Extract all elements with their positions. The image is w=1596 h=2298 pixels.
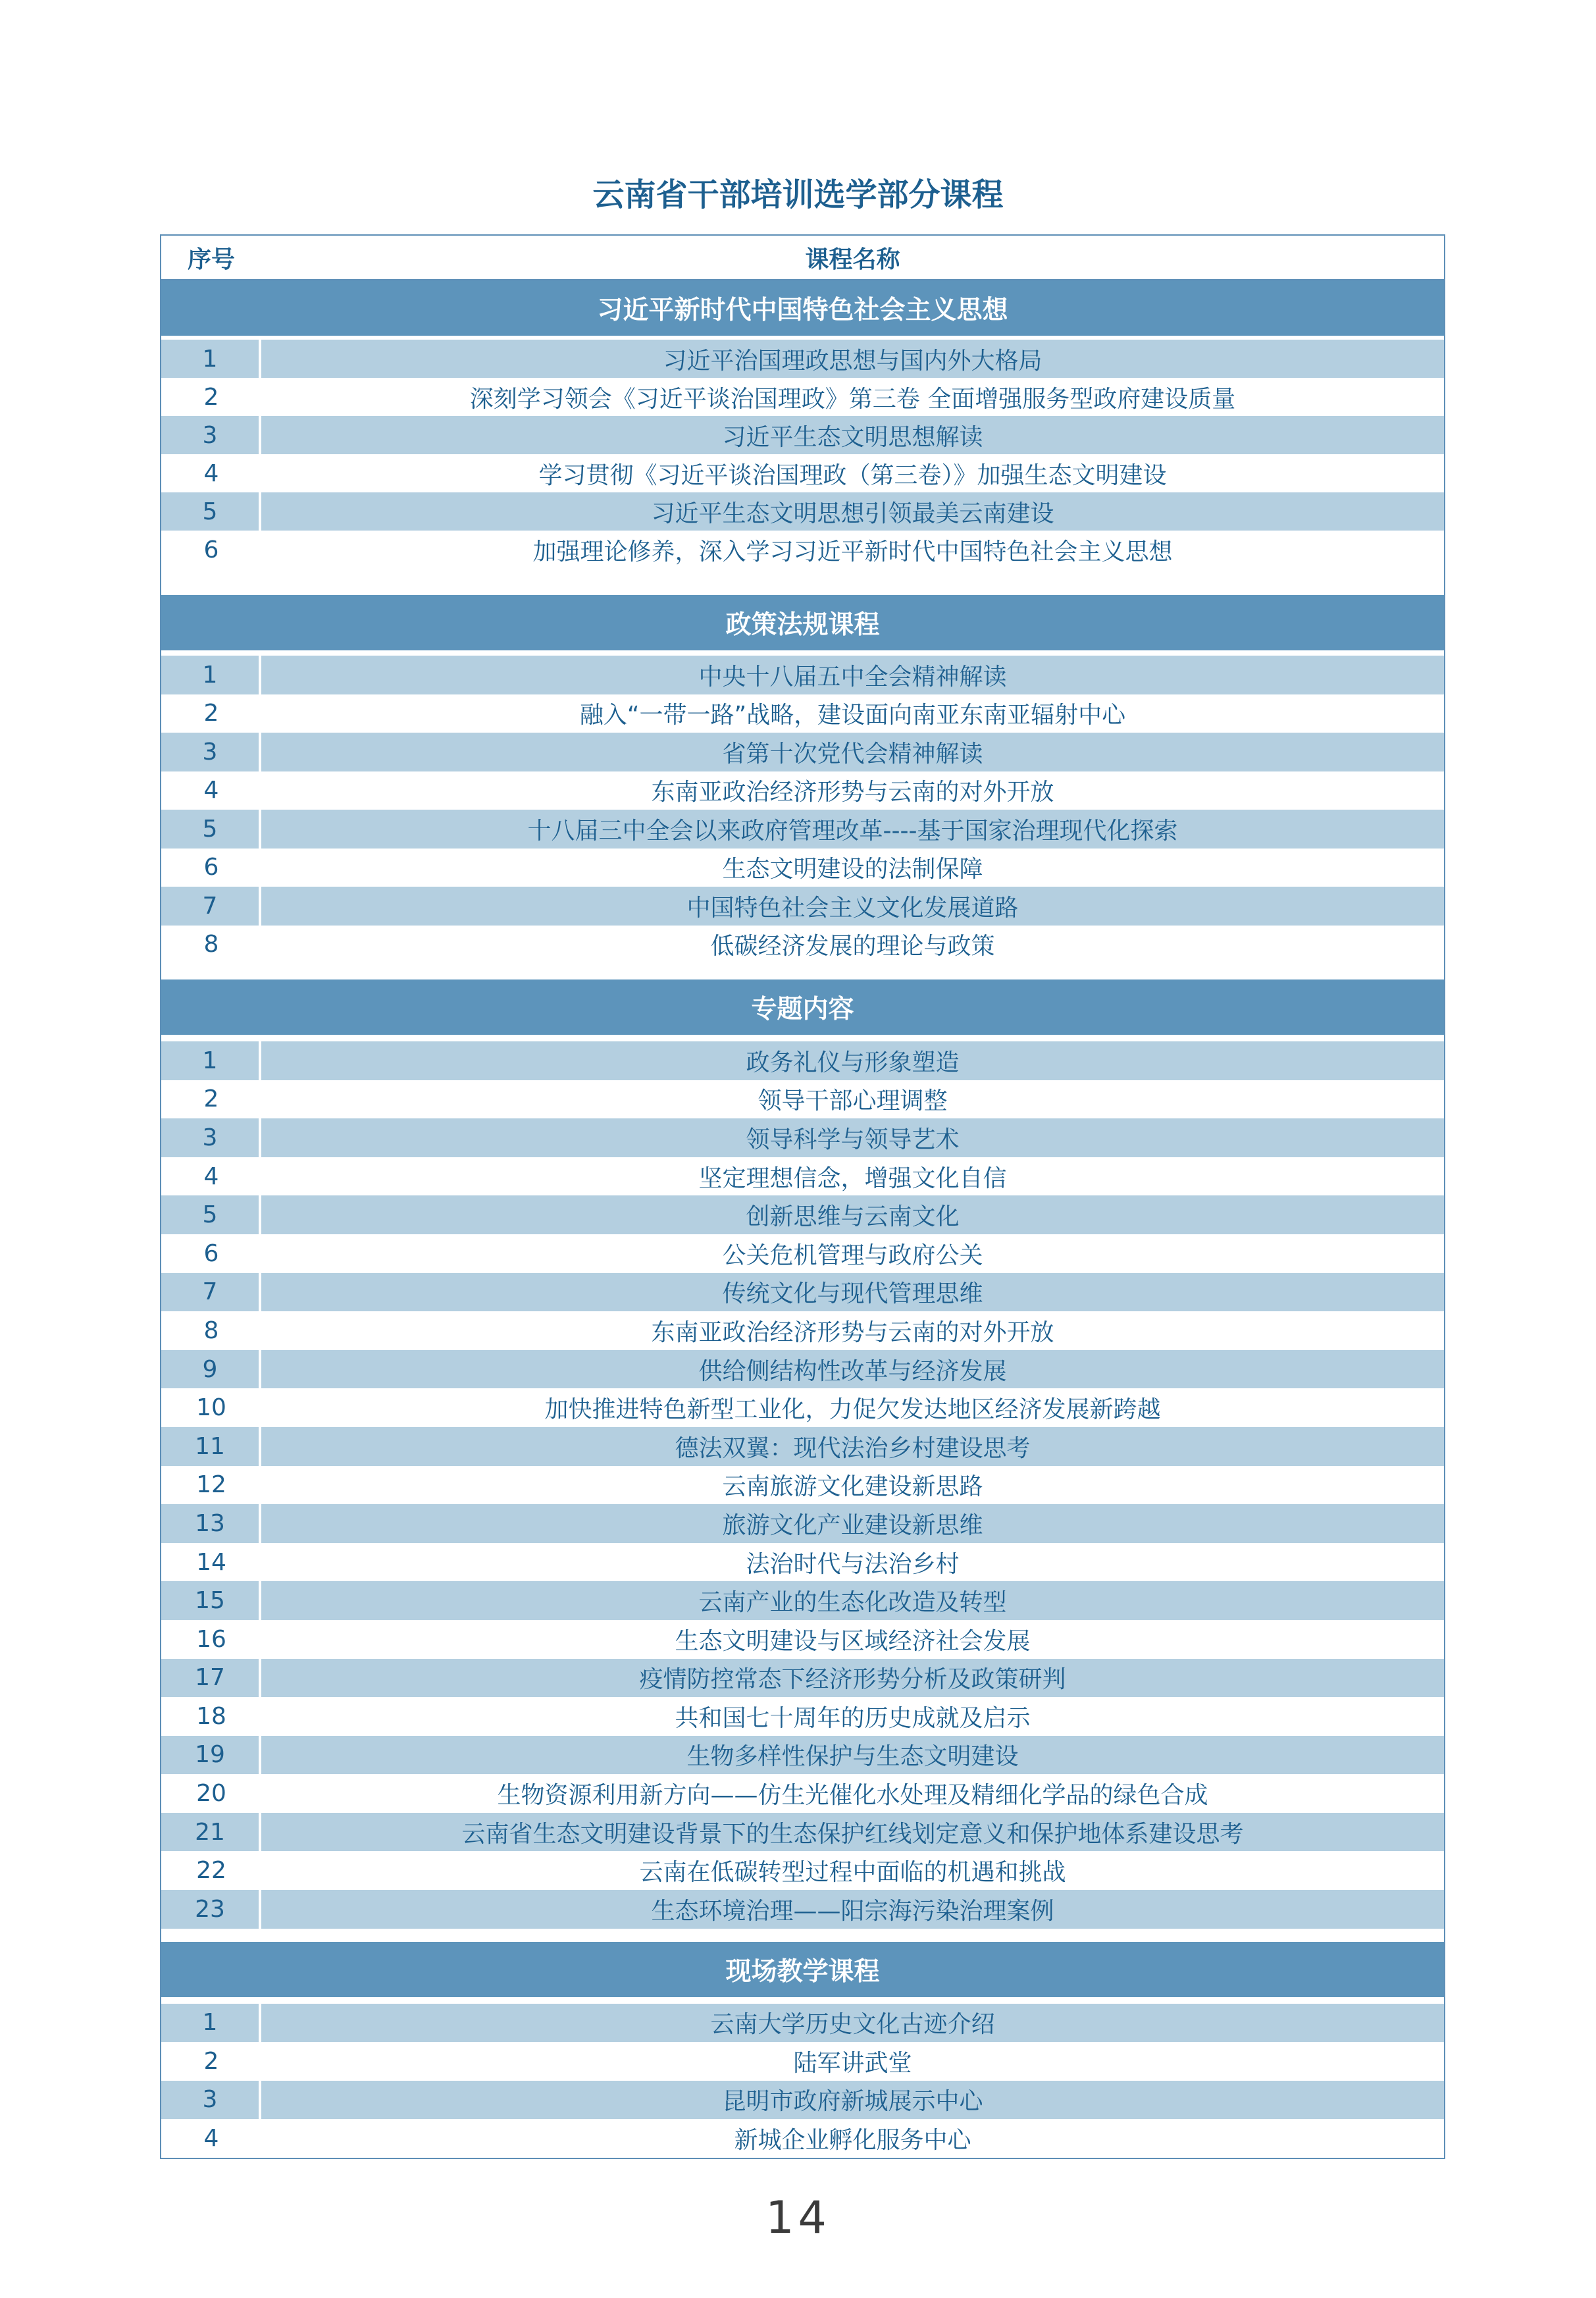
table-row <box>161 1273 1444 1312</box>
row-course-name: 中央十八届五中全会精神解读 <box>261 656 1444 694</box>
row-course-name: 公关危机管理与政府公关 <box>722 1241 983 1269</box>
row-course-name: 云南产业的生态化改造及转型 <box>261 1581 1444 1620</box>
row-course-name: 坚定理想信念，增强文化自信 <box>698 1164 1007 1192</box>
section-header: 专题内容 <box>161 979 1444 1035</box>
row-serial-number: 21 <box>161 1813 259 1852</box>
row-course-name: 政务礼仪与形象塑造 <box>261 1041 1444 1080</box>
row-course-name: 融入“一带一路”战略，建设面向南亚东南亚辐射中心 <box>579 702 1126 729</box>
row-course-name: 生态文明建设的法制保障 <box>722 856 983 883</box>
table-row <box>161 1851 1444 1890</box>
table-row <box>161 1311 1444 1350</box>
table-row <box>161 1041 1444 1080</box>
row-serial-number: 19 <box>161 1736 259 1775</box>
row-serial-number: 6 <box>203 854 219 881</box>
row-course-name: 旅游文化产业建设新思维 <box>261 1504 1444 1543</box>
row-serial-number: 5 <box>161 492 259 531</box>
row-serial-number: 4 <box>203 1162 219 1190</box>
row-course-name: 云南在低碳转型过程中面临的机遇和挑战 <box>639 1859 1066 1887</box>
row-course-name: 传统文化与现代管理思维 <box>261 1273 1444 1312</box>
table-row <box>161 694 1444 733</box>
section-header: 习近平新时代中国特色社会主义思想 <box>161 280 1444 336</box>
table-row <box>161 1195 1444 1234</box>
row-serial-number: 5 <box>161 1195 259 1234</box>
row-course-name: 陆军讲武堂 <box>793 2049 912 2077</box>
row-serial-number: 14 <box>196 1548 226 1576</box>
row-course-name: 中国特色社会主义文化发展道路 <box>261 887 1444 926</box>
row-course-name: 省第十次党代会精神解读 <box>261 733 1444 771</box>
table-row <box>161 849 1444 887</box>
table-row <box>161 2119 1444 2158</box>
row-serial-number: 16 <box>196 1625 226 1653</box>
row-serial-number: 3 <box>161 416 259 454</box>
table-row <box>161 1234 1444 1273</box>
table-row <box>161 531 1444 569</box>
table-row <box>161 2042 1444 2081</box>
section-header: 政策法规课程 <box>161 595 1444 650</box>
header-course-name: 课程名称 <box>805 246 900 273</box>
row-serial-number: 7 <box>161 887 259 926</box>
section-rows <box>161 1997 1444 2158</box>
table-row <box>161 1813 1444 1852</box>
row-serial-number: 8 <box>203 931 219 958</box>
row-course-name: 生态环境治理——阳宗海污染治理案例 <box>261 1890 1444 1929</box>
table-row <box>161 887 1444 926</box>
row-course-name: 云南旅游文化建设新思路 <box>722 1473 983 1501</box>
row-course-name: 生态文明建设与区域经济社会发展 <box>675 1627 1031 1655</box>
table-row <box>161 733 1444 771</box>
row-serial-number: 4 <box>203 2124 219 2152</box>
table-row <box>161 1774 1444 1813</box>
row-serial-number: 2 <box>203 1085 219 1113</box>
table-row <box>161 1659 1444 1698</box>
table-row <box>161 1581 1444 1620</box>
table-row <box>161 810 1444 849</box>
row-course-name: 深刻学习领会《习近平谈治国理政》第三卷 全面增强服务型政府建设质量 <box>469 385 1236 413</box>
table-row <box>161 454 1444 492</box>
page-number: 14 <box>765 2192 831 2244</box>
row-serial-number: 5 <box>161 810 259 849</box>
row-serial-number: 6 <box>203 536 219 563</box>
row-serial-number: 17 <box>161 1659 259 1698</box>
row-serial-number: 1 <box>161 2004 259 2043</box>
table-row <box>161 1543 1444 1582</box>
row-serial-number: 15 <box>161 1581 259 1620</box>
table-row <box>161 1504 1444 1543</box>
table-row <box>161 2081 1444 2120</box>
table-row <box>161 1466 1444 1505</box>
row-course-name: 德法双翼：现代法治乡村建设思考 <box>261 1427 1444 1466</box>
row-course-name: 加强理论修养，深入学习习近平新时代中国特色社会主义思想 <box>532 538 1173 565</box>
sections-container <box>161 280 1444 2158</box>
row-course-name: 法治时代与法治乡村 <box>746 1550 960 1578</box>
row-course-name: 供给侧结构性改革与经济发展 <box>261 1350 1444 1389</box>
row-course-name: 东南亚政治经济形势与云南的对外开放 <box>651 779 1054 806</box>
row-serial-number: 6 <box>203 1240 219 1267</box>
row-course-name: 习近平生态文明思想引领最美云南建设 <box>261 492 1444 531</box>
section-rows <box>161 336 1444 595</box>
table-row <box>161 340 1444 378</box>
row-course-name: 东南亚政治经济形势与云南的对外开放 <box>651 1319 1054 1346</box>
row-course-name: 十八届三中全会以来政府管理改革----基于国家治理现代化探索 <box>261 810 1444 849</box>
row-serial-number: 20 <box>196 1780 226 1808</box>
row-serial-number: 13 <box>161 1504 259 1543</box>
table-row <box>161 1080 1444 1119</box>
table-row <box>161 1427 1444 1466</box>
table-row <box>161 1157 1444 1196</box>
header-serial-number: 序号 <box>187 246 235 273</box>
row-serial-number: 2 <box>203 700 219 727</box>
table-row <box>161 416 1444 454</box>
document-title: 云南省干部培训选学部分课程 <box>592 176 1004 213</box>
table-row <box>161 1350 1444 1389</box>
row-serial-number: 23 <box>161 1890 259 1929</box>
table-row <box>161 926 1444 964</box>
row-course-name: 低碳经济发展的理论与政策 <box>710 933 995 960</box>
row-serial-number: 2 <box>203 383 219 411</box>
table-row <box>161 492 1444 531</box>
row-serial-number: 3 <box>161 1118 259 1157</box>
row-serial-number: 18 <box>196 1702 226 1730</box>
row-course-name: 习近平生态文明思想解读 <box>261 416 1444 454</box>
row-course-name: 生物多样性保护与生态文明建设 <box>261 1736 1444 1775</box>
table-row <box>161 1736 1444 1775</box>
section-rows <box>161 1035 1444 1942</box>
row-serial-number: 12 <box>196 1471 226 1499</box>
table-header <box>161 236 1444 280</box>
row-serial-number: 3 <box>161 2081 259 2120</box>
row-serial-number: 1 <box>161 1041 259 1080</box>
row-course-name: 习近平治国理政思想与国内外大格局 <box>261 340 1444 378</box>
row-serial-number: 10 <box>196 1394 226 1422</box>
table-row <box>161 771 1444 810</box>
row-course-name: 疫情防控常态下经济形势分析及政策研判 <box>261 1659 1444 1698</box>
table-row <box>161 1388 1444 1427</box>
row-serial-number: 4 <box>203 777 219 804</box>
row-course-name: 云南大学历史文化古迹介绍 <box>261 2004 1444 2043</box>
row-serial-number: 11 <box>161 1427 259 1466</box>
row-serial-number: 8 <box>203 1317 219 1344</box>
table-row <box>161 1620 1444 1659</box>
table-row <box>161 1697 1444 1736</box>
row-serial-number: 3 <box>161 733 259 771</box>
row-course-name: 生物资源利用新方向——仿生光催化水处理及精细化学品的绿色合成 <box>497 1782 1208 1810</box>
row-course-name: 领导科学与领导艺术 <box>261 1118 1444 1157</box>
course-table <box>160 234 1445 2159</box>
row-course-name: 昆明市政府新城展示中心 <box>261 2081 1444 2120</box>
row-serial-number: 1 <box>161 340 259 378</box>
section-rows <box>161 650 1444 979</box>
row-course-name: 创新思维与云南文化 <box>261 1195 1444 1234</box>
row-course-name: 云南省生态文明建设背景下的生态保护红线划定意义和保护地体系建设思考 <box>261 1813 1444 1852</box>
row-course-name: 新城企业孵化服务中心 <box>734 2126 971 2154</box>
section-header: 现场教学课程 <box>161 1942 1444 1997</box>
table-row <box>161 1890 1444 1929</box>
row-serial-number: 4 <box>203 459 219 487</box>
row-course-name: 领导干部心理调整 <box>758 1087 948 1115</box>
table-row <box>161 2004 1444 2043</box>
row-course-name: 学习贯彻《习近平谈治国理政（第三卷）》加强生态文明建设 <box>538 461 1167 489</box>
row-serial-number: 22 <box>196 1857 226 1885</box>
row-serial-number: 2 <box>203 2047 219 2075</box>
row-course-name: 加快推进特色新型工业化，力促欠发达地区经济发展新跨越 <box>544 1396 1161 1424</box>
row-serial-number: 7 <box>161 1273 259 1312</box>
table-row <box>161 378 1444 416</box>
table-row <box>161 1118 1444 1157</box>
row-serial-number: 1 <box>161 656 259 694</box>
row-course-name: 共和国七十周年的历史成就及启示 <box>675 1704 1031 1732</box>
table-row <box>161 656 1444 694</box>
row-serial-number: 9 <box>161 1350 259 1389</box>
